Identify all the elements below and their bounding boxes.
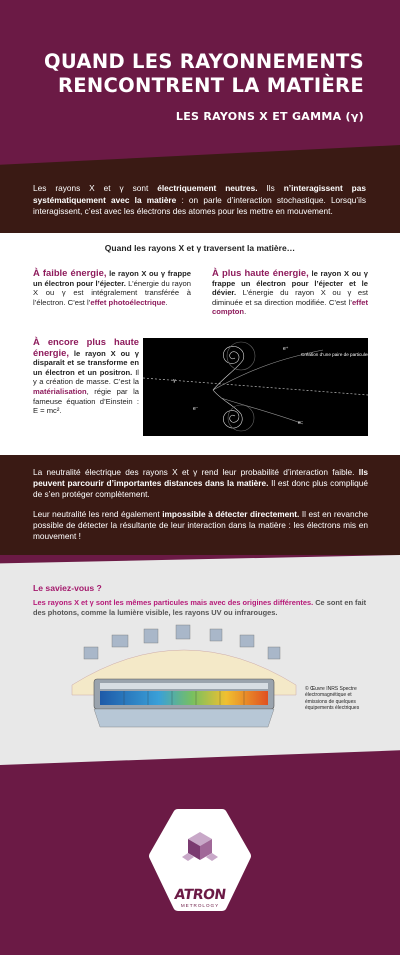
logo-name: ATRON [173, 887, 227, 903]
photo-caption: Création d’une paire de particules [301, 352, 368, 357]
neutrality-paragraph-1: La neutralité électrique des rayons X et γ rend leur probabilité d’interaction faible. Ils peuvent parcourir d’importantes distances dans la matière. Il est donc plus compliqué de s’en protéger complètement. [33, 467, 368, 499]
low-energy-block: À faible énergie, le rayon X ou γ frappe un électron pour l’éjecter. L’énergie du rayon X ou γ est intégralement transférée à l’électron. C’est l’effet photoélectrique. [33, 267, 191, 307]
intro-paragraph: Les rayons X et γ sont électriquement neutres. Ils n’interagissent pas systématiquement avec la matière : on parle d’interaction stochastique. Lorsqu’ils interagissent, c’est avec les électrons des atomes pour les mettre en mouvement. [33, 183, 366, 216]
electron-label-left: e⁻ [193, 406, 199, 412]
higher-energy-block: À encore plus haute énergie, le rayon X ou γ disparaît et se transforme en un électron et un positron. Il y a création de masse. C’est la matérialisation, régie par la fameuse équation d’Einstein : E = mc². [33, 336, 139, 416]
section-heading: Quand les rayons X et γ traversent la matière… [104, 243, 296, 253]
logo-tagline: METROLOGY [180, 903, 220, 908]
did-you-know-text: Les rayons X et γ sont les mêmes particules mais avec des origines différentes. Ce sont en fait des photons, comme la lumière visible, les rayons UV ou infrarouges. [33, 598, 367, 618]
page-subtitle: LES RAYONS X ET GAMMA (γ) [175, 110, 364, 123]
gamma-label: γ [173, 378, 176, 384]
high-energy-block: À plus haute énergie, le rayon X ou γ frappe un électron pour l’éjecter et le dévier. L’énergie du rayon X ou γ est diminuée et sa direction modifiée. C’est l’effet compton. [212, 267, 368, 317]
pair-creation-photo [143, 338, 368, 436]
image-credit: © Œuvre INRS Spectre électromagnétique et émissions de quelques équipements électriques [305, 686, 360, 712]
positron-label: e⁺ [283, 346, 289, 352]
electron-label-right: e⁻ [298, 420, 304, 426]
page-title: QUAND LES RAYONNEMENTS RENCONTRENT LA MATIÈRE [44, 50, 364, 97]
did-you-know-title: Le saviez-vous ? [33, 583, 102, 593]
electromagnetic-spectrum-illustration [64, 615, 304, 745]
neutrality-paragraph-2: Leur neutralité les rend également impossible à détecter directement. Il est en revanche possible de détecter la résultante de leur interaction dans la matière : les électrons mis en mouvement ! [33, 509, 368, 541]
particle-tracks-illustration [143, 338, 368, 436]
